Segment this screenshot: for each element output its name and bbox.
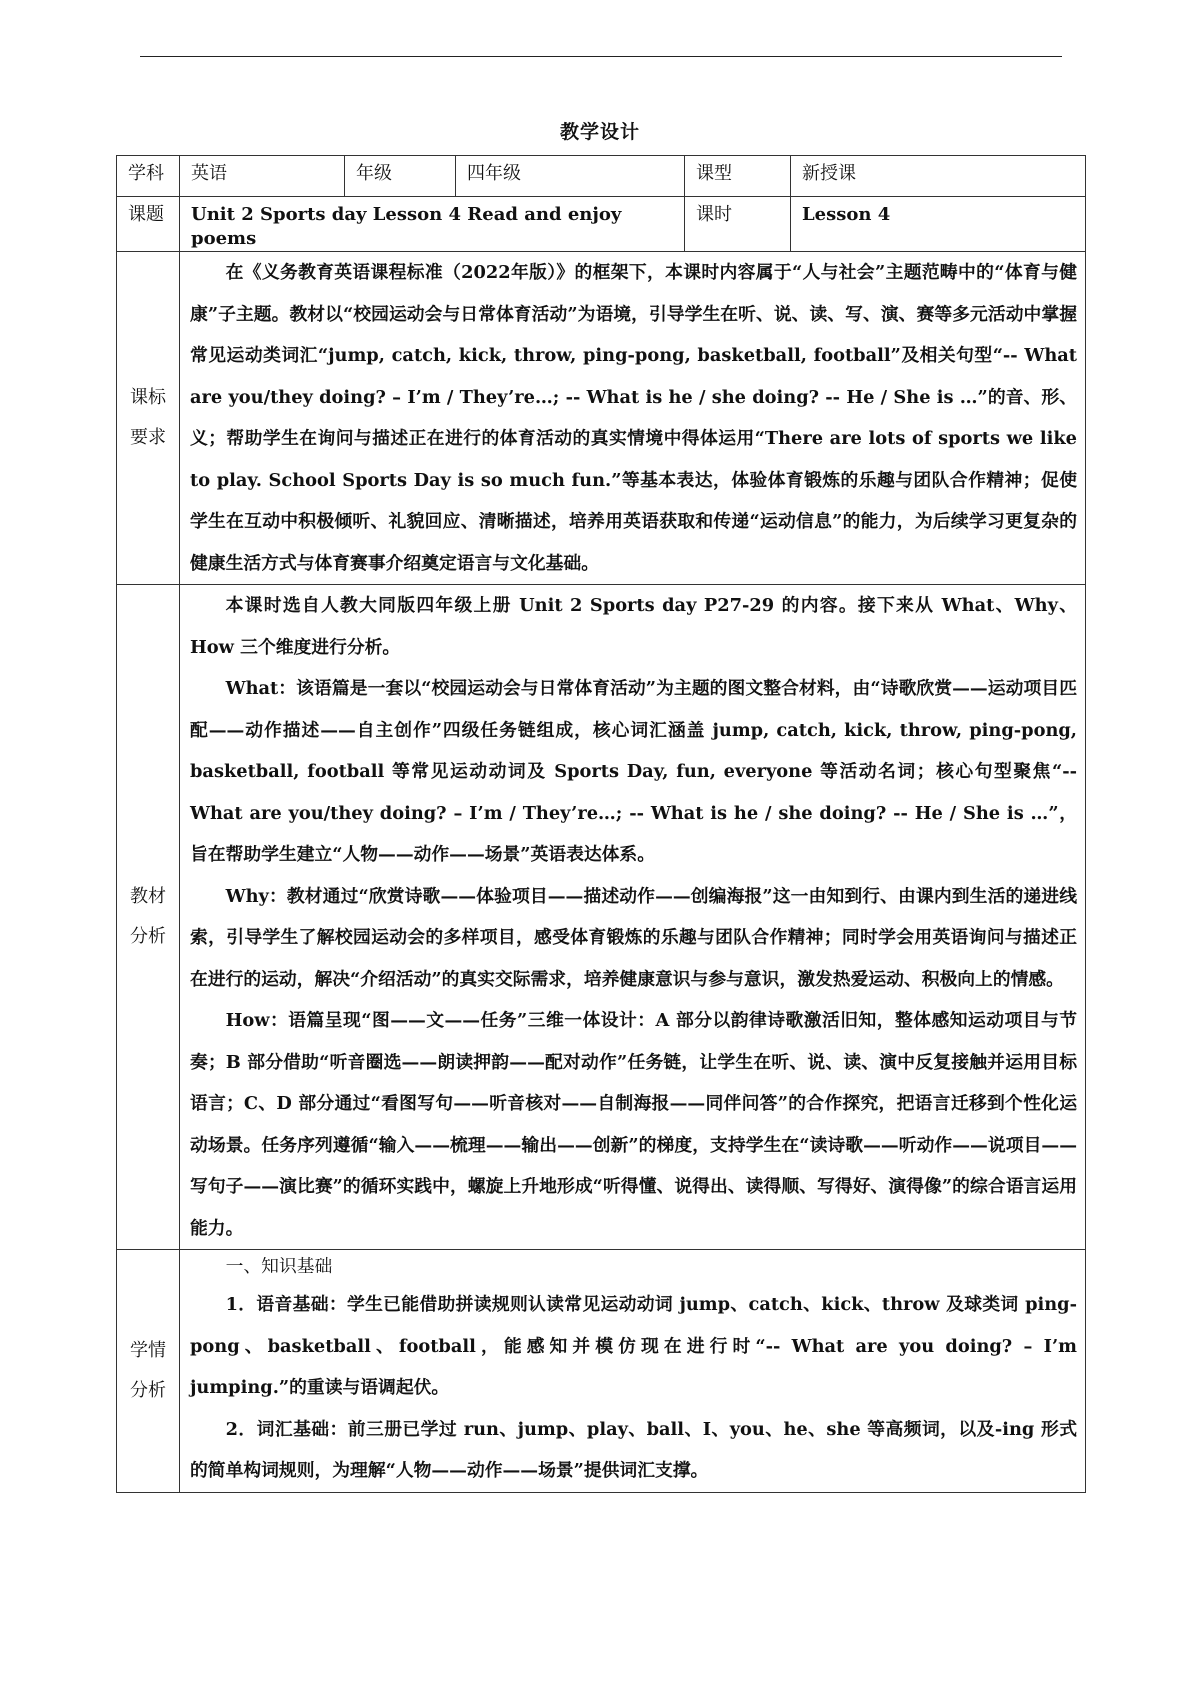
subject-value: 英语 <box>180 156 345 197</box>
why-text: 教材通过“欣赏诗歌——体验项目——描述动作——创编海报”这一由知到行、由课内到生活的递进线索，引导学生了解校园运动会的多样项目，感受体育锻炼的乐趣与团队合作精神；同时学会用英语询问与描述正在进行的运动，解决“介绍活动”的真实交际需求，培养健康意识与参与意识，激发热爱运动、积极向上的情感。 <box>190 885 1077 990</box>
learner-section-heading: 一、知识基础 <box>225 1256 333 1277</box>
learner-item-2: 2．词汇基础：前三册已学过 run、jump、play、ball、I、you、he、she 等高频词，以及-ing 形式的简单构词规则，为理解“人物——动作——场景”提供词汇支撑。 <box>190 1418 1077 1481</box>
learner-label <box>117 1250 180 1493</box>
table-row-learner <box>117 1250 1086 1493</box>
how-text: 语篇呈现“图——文——任务”三维一体设计：A 部分以韵律诗歌激活旧知，整体感知运动项目与节奏；B 部分借助“听音圈选——朗读押韵——配对动作”任务链，让学生在听、说、读、演中反复接触并运用目标语言；C、D 部分通过“看图写句——听音核对——自制海报——同伴问答”的合作探究，把语言迁移到个性化运动场景。任务序列遵循“输入——梳理——输出——创新”的梯度，支持学生在“读诗歌——听动作——说项目——写句子——演比赛”的循环实践中，螺旋上升地形成“听得懂、说得出、读得顺、写得好、演得像”的综合语言运用能力。 <box>190 1010 1077 1239</box>
period-label: 课时 <box>685 197 791 252</box>
topic-label: 课题 <box>117 197 180 252</box>
why-label: Why： <box>225 885 287 907</box>
material-label <box>117 585 180 1250</box>
topic-value: Unit 2 Sports day Lesson 4 Read and enjoy poems <box>180 197 685 252</box>
material-label-line1: 教材 <box>130 886 166 907</box>
what-text: 该语篇是一套以“校园运动会与日常体育活动”为主题的图文整合材料，由“诗歌欣赏——运动项目匹配——动作描述——自主创作”四级任务链组成，核心词汇涵盖 jump, catch, kick, throw, ping-pong, basketball, football 等常见运动动词及 Sports Day, fun, everyone 等活动名词；核心句型聚焦“-- What are you/they doing? – I’m / They’re…; -- What is he / she doing? -- He / She is …”，旨在帮助学生建立“人物——动作——场景”英语表达体系。 <box>190 678 1077 865</box>
period-value: Lesson 4 <box>791 197 1086 252</box>
header-rule <box>140 56 1062 57</box>
table-row-material <box>117 585 1086 1250</box>
material-how <box>190 1000 1077 1249</box>
lesson-type-value: 新授课 <box>791 156 1086 197</box>
curriculum-content <box>180 252 1086 585</box>
material-intro: 本课时选自人教大同版四年级上册 Unit 2 Sports day P27-29 的内容。接下来从 What、Why、How 三个维度进行分析。 <box>190 595 1077 658</box>
grade-value: 四年级 <box>456 156 685 197</box>
material-content <box>180 585 1086 1250</box>
learner-content <box>180 1250 1086 1493</box>
curriculum-label <box>117 252 180 585</box>
learner-item-1: 1．语音基础：学生已能借助拼读规则认读常见运动动词 jump、catch、kick、throw 及球类词 ping-pong、basketball、football，能感知并模仿现在进行时“-- What are you doing? – I’m jumping.”的重读与语调起伏。 <box>190 1294 1077 1398</box>
curriculum-label-line1: 课标 <box>130 387 166 408</box>
what-label: What： <box>225 678 297 699</box>
curriculum-label-line2: 要求 <box>130 427 166 448</box>
how-label: How： <box>225 1010 289 1031</box>
material-why <box>190 876 1077 1001</box>
table-row-curriculum <box>117 252 1086 585</box>
lesson-plan-table <box>116 155 1086 1493</box>
document-title: 教学设计 <box>559 121 640 143</box>
learner-label-line1: 学情 <box>130 1339 166 1361</box>
material-what <box>190 668 1077 876</box>
lesson-type-label: 课型 <box>685 156 791 197</box>
material-label-line2: 分析 <box>130 926 166 947</box>
table-row-subject <box>117 156 1086 197</box>
curriculum-paragraph: 在《义务教育英语课程标准（2022年版）》的框架下，本课时内容属于“人与社会”主题范畴中的“体育与健康”子主题。教材以“校园运动会与日常体育活动”为语境，引导学生在听、说、读、写、演、赛等多元活动中掌握常见运动类词汇“jump, catch, kick, throw, ping-pong, basketball, football”及相关句型“-- What are you/they doing? – I’m / They’re…; -- What is he / she doing? -- He / She is …”的音、形、义；帮助学生在询问与描述正在进行的体育活动的真实情境中得体运用“There are lots of sports we like to play. School Sports Day is so much fun.”等基本表达，体验体育锻炼的乐趣与团队合作精神；促使学生在互动中积极倾听、礼貌回应、清晰描述，培养用英语获取和传递“运动信息”的能力，为后续学习更复杂的健康生活方式与体育赛事介绍奠定语言与文化基础。 <box>190 262 1077 574</box>
grade-label: 年级 <box>345 156 456 197</box>
subject-label: 学科 <box>117 156 180 197</box>
learner-label-line2: 分析 <box>130 1379 166 1401</box>
table-row-topic <box>117 197 1086 252</box>
